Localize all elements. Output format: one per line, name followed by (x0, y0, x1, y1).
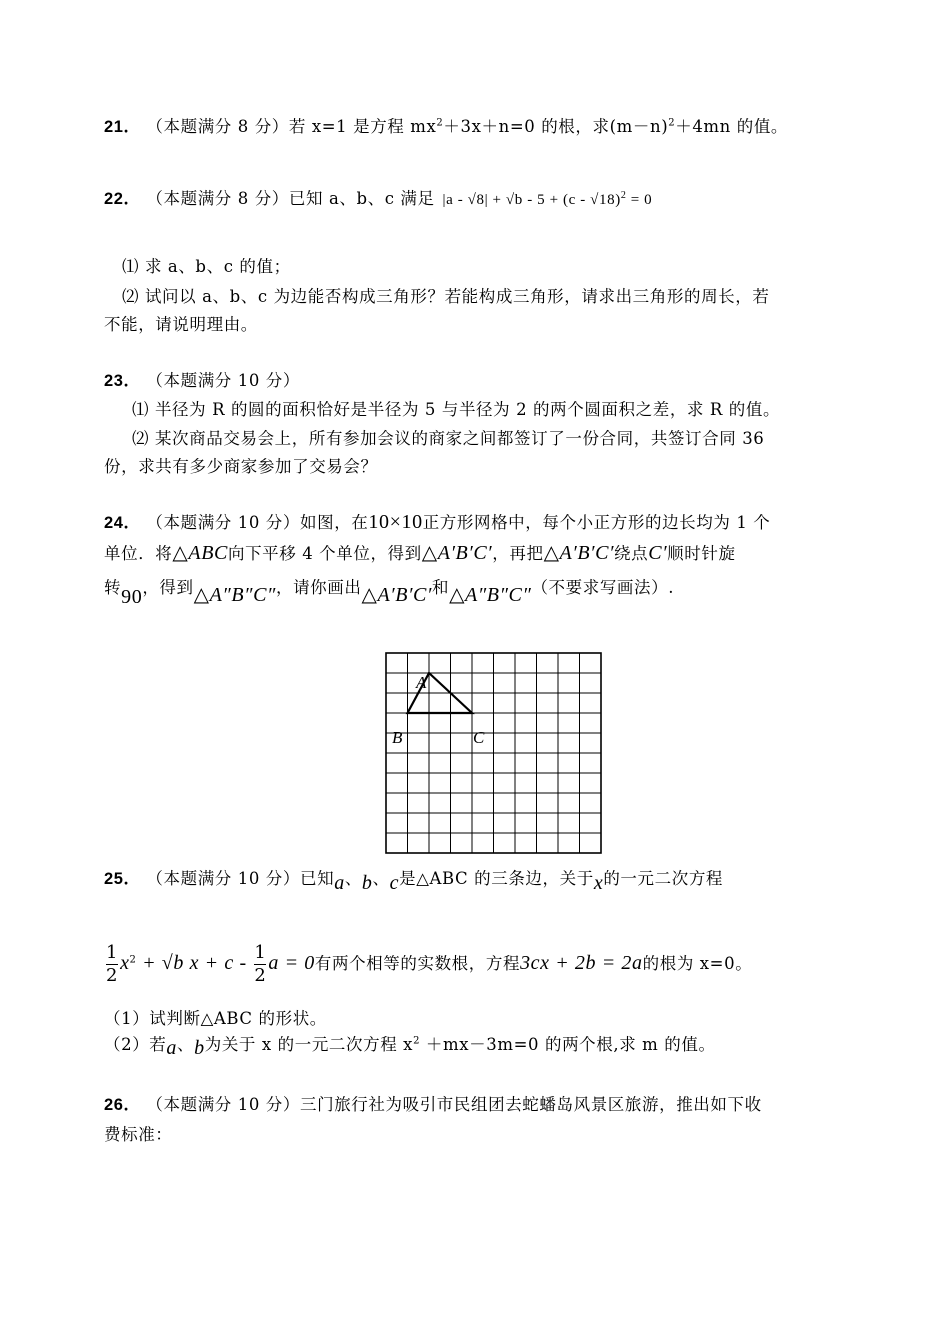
question-text: 、 (344, 869, 362, 888)
question-text: 向下平移 4 个单位，得到 (227, 544, 422, 563)
exponent: 2 (436, 117, 444, 129)
question-text: （本题满分 10 分）已知 (154, 869, 335, 888)
math-expression: △A′B′C′ (421, 542, 493, 564)
math-expression: 10×10 (368, 511, 423, 533)
question-22-part-2: ⑵ 试问以 a、b、c 为边能否构成三角形？若能构成三角形，请求出三角形的周长，若 (122, 287, 770, 306)
denominator: 2 (106, 965, 119, 986)
exponent: 2 (620, 190, 627, 201)
math-variable: a (334, 872, 345, 894)
formula-rhs: = 0 (626, 192, 653, 208)
math-variable: b (361, 872, 373, 894)
question-23 (104, 370, 300, 392)
question-text: ＋3x＋n=0 的根，求(m－n) (443, 117, 669, 136)
question-24-line-2 (104, 542, 736, 565)
math-variable: x (593, 872, 604, 894)
math-expression: a = 0 (268, 952, 315, 974)
exponent: 2 (129, 954, 137, 966)
vertex-label-b: B (392, 728, 403, 747)
math-expression: △A′B′C′ (543, 542, 615, 564)
vertex-label-c: C (473, 728, 485, 747)
math-variable: b (194, 1037, 205, 1059)
question-23-part-2-continued: 份，求共有多少商家参加了交易会？ (104, 457, 378, 476)
question-text: ＋4mn 的值。 (675, 117, 789, 136)
question-21 (104, 116, 788, 138)
vertex-label-a: A (416, 673, 427, 692)
question-text: ，再把 (492, 544, 544, 563)
question-number: 23． (104, 372, 141, 390)
math-variable: c (389, 872, 400, 894)
question-23-part-2: ⑵ 某次商品交易会上，所有参加会议的商家之间都签订了一份合同，共签订合同 36 (132, 429, 765, 448)
math-expression: 3cx + 2b = 2a (520, 952, 643, 974)
question-text: （本题满分 10 分）三门旅行社为吸引市民组团去蛇蟠岛风景区旅游，推出如下收 (154, 1095, 762, 1114)
question-text: 顺时针旋 (667, 544, 736, 563)
fraction-half (106, 944, 118, 985)
question-23-part-1: ⑴ 半径为 R 的圆的面积恰好是半径为 5 与半径为 2 的两个圆面积之差，求 R 的值。 (132, 400, 781, 419)
math-expression: 90 (121, 586, 143, 608)
question-text: 、 (372, 869, 390, 888)
question-text: （本题满分 10 分）如图，在 (154, 513, 369, 532)
question-text: 有两个相等的实数根，方程 (314, 954, 521, 973)
question-text: 和 (431, 578, 450, 597)
math-expression: △ABC (172, 542, 228, 564)
grid-figure (385, 652, 603, 856)
question-24-line-1 (104, 511, 770, 534)
question-25-line-2 (104, 944, 752, 985)
question-text: （本题满分 8 分）若 x=1 是方程 mx (154, 117, 437, 136)
exponent: 2 (668, 117, 676, 129)
question-text: 的根为 x=0。 (642, 954, 753, 973)
formula-body: |a - √8| + √b - 5 + (c - √18) (442, 192, 621, 208)
question-text: 为关于 x 的一元二次方程 x (204, 1035, 414, 1054)
question-text: （本题满分 8 分）已知 a、b、c 满足 (154, 189, 435, 208)
denominator: 2 (254, 965, 267, 986)
math-expression: x (120, 952, 130, 974)
math-expression: + √b x + c - (136, 952, 253, 974)
question-22 (104, 188, 652, 211)
question-number: 21． (104, 118, 141, 136)
question-22-part-2-continued: 不能，请说明理由。 (104, 315, 258, 334)
question-text: 绕点 (614, 544, 649, 563)
question-text: 单位．将 (104, 544, 173, 563)
question-26 (104, 1094, 762, 1116)
question-22-part-1: ⑴ 求 a、b、c 的值； (122, 257, 291, 276)
question-number: 26． (104, 1096, 141, 1114)
exponent: 2 (413, 1035, 421, 1047)
question-number: 24． (104, 514, 141, 532)
question-text: 是△ABC 的三条边，关于 (399, 869, 594, 888)
question-25-part-1: （1）试判断△ABC 的形状。 (104, 1009, 327, 1028)
question-26-continued: 费标准： (104, 1125, 173, 1144)
question-text: （不要求写画法）. (531, 578, 675, 597)
question-24-line-3 (104, 576, 675, 608)
numerator: 1 (106, 942, 119, 963)
question-text: 正方形网格中，每个小正方形的边长均为 1 个 (422, 513, 771, 532)
math-expression: △A″B″C″ (193, 584, 276, 606)
question-text: 转 (104, 578, 122, 597)
question-25-line-1 (104, 867, 724, 894)
question-text: ，得到 (142, 578, 194, 597)
question-number: 22． (104, 190, 141, 208)
question-text: （2）若 (104, 1035, 167, 1054)
math-expression: △A′B′C′ (361, 584, 432, 606)
numerator: 1 (254, 942, 267, 963)
condition-formula (442, 192, 652, 208)
math-variable: a (166, 1037, 178, 1059)
question-number: 25． (104, 870, 141, 888)
question-text: ＋mx－3m=0 的两个根,求 m 的值。 (420, 1035, 716, 1054)
question-text: 的一元二次方程 (603, 869, 724, 888)
math-expression: △A″B″C″ (449, 584, 532, 606)
question-text: （本题满分 10 分） (154, 371, 300, 390)
math-expression: C′ (648, 542, 668, 564)
question-text: 、 (177, 1035, 195, 1054)
question-25-part-2 (104, 1033, 716, 1059)
question-text: ，请你画出 (275, 578, 362, 597)
fraction-half (254, 944, 266, 985)
